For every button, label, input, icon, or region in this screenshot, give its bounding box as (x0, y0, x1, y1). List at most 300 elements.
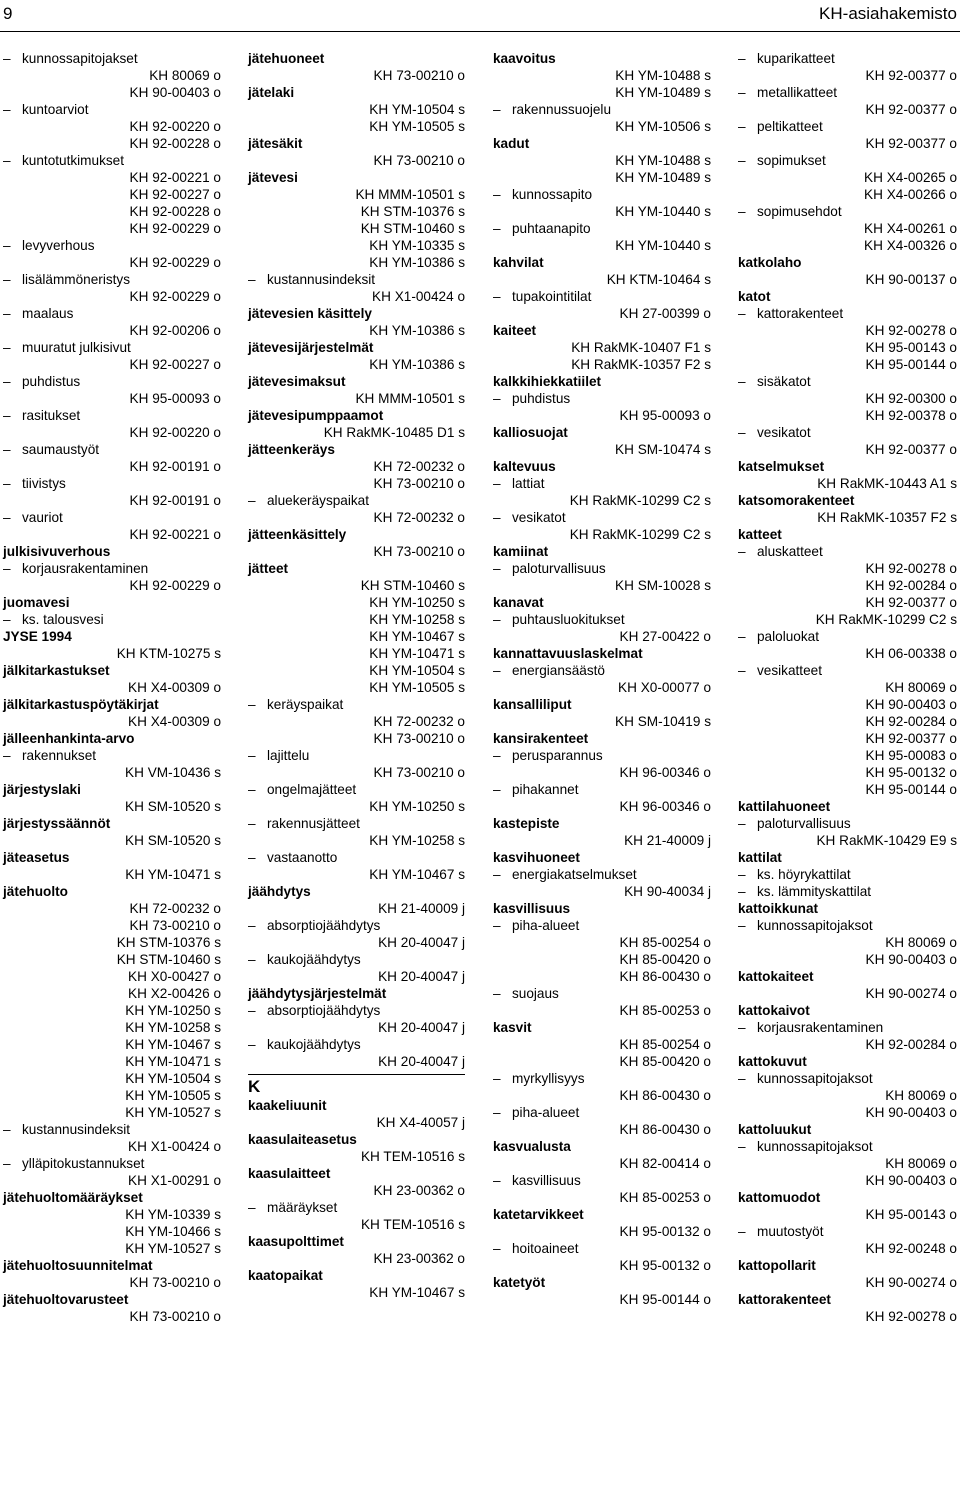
index-subterm: – kunnossapitojaksot (738, 1070, 957, 1087)
index-reference: KH X2-00426 o (128, 986, 221, 1001)
index-reference: KH 92-00221 o (129, 170, 221, 185)
index-subterm: – kustannusindeksit (248, 271, 465, 288)
index-term: kaltevuus (493, 459, 556, 474)
index-reference: KH YM-10505 s (369, 680, 465, 695)
index-reference: KH YM-10488 s (615, 153, 711, 168)
index-term: jätehuolto (3, 884, 68, 899)
index-term: julkisivuverhous (3, 544, 111, 559)
page-title: KH-asiahakemisto (819, 4, 957, 23)
index-term: juomavesi (3, 595, 70, 610)
index-column-4 (738, 50, 957, 1325)
index-reference: KH 95-00144 o (619, 1292, 711, 1307)
index-subterm: – suojaus (493, 985, 711, 1002)
index-reference: KH 92-00278 o (865, 561, 957, 576)
index-subterm: – kuparikatteet (738, 50, 957, 67)
index-subterm: – ks. höyrykattilat (738, 866, 957, 883)
index-reference: KH 85-00254 o (619, 1037, 711, 1052)
index-term: kattoikkunat (738, 901, 819, 916)
index-reference: KH YM-10467 s (369, 867, 465, 882)
index-term: katteet (738, 527, 782, 542)
index-subterm: – aluekeräyspaikat (248, 492, 465, 509)
index-reference: KH MMM-10501 s (355, 187, 465, 202)
index-term: kadut (493, 136, 530, 151)
index-subterm: – korjausrakentaminen (3, 560, 221, 577)
index-subterm: – puhdistus (493, 390, 711, 407)
index-term: kattoluukut (738, 1122, 812, 1137)
index-reference: KH 80069 o (885, 935, 957, 950)
index-reference: KH 90-00403 o (865, 952, 957, 967)
index-reference: KH YM-10504 s (125, 1071, 221, 1086)
index-reference: KH X4-00261 o (864, 221, 957, 236)
index-reference: KH YM-10488 s (615, 68, 711, 83)
index-reference: KH 92-00300 o (865, 391, 957, 406)
index-reference: KH 73-00210 o (373, 731, 465, 746)
index-subterm: – kunnossapitojakset (3, 50, 221, 67)
index-reference: KH 85-00253 o (619, 1003, 711, 1018)
index-reference: KH X0-00077 o (618, 680, 711, 695)
index-term: kaasulaitteet (248, 1166, 331, 1181)
index-term: kattokaiteet (738, 969, 814, 984)
index-reference: KH 95-00083 o (865, 748, 957, 763)
index-reference: KH 92-00229 o (129, 289, 221, 304)
index-subterm: – paloturvallisuus (738, 815, 957, 832)
index-reference: KH MMM-10501 s (355, 391, 465, 406)
index-subterm: – määräykset (248, 1199, 465, 1216)
index-reference: KH 92-00220 o (129, 425, 221, 440)
index-term: jäähdytys (248, 884, 311, 899)
index-subterm: – kasvillisuus (493, 1172, 711, 1189)
index-column-1 (3, 50, 221, 1325)
index-reference: KH 21-40009 j (378, 901, 465, 916)
index-subterm: – vastaanotto (248, 849, 465, 866)
index-term: katkolaho (738, 255, 802, 270)
index-subterm: – puhtausluokitukset (493, 611, 711, 628)
index-reference: KH X4-00326 o (864, 238, 957, 253)
index-subterm: – levyverhous (3, 237, 221, 254)
index-reference: KH 92-00229 o (129, 578, 221, 593)
index-term: katsomorakenteet (738, 493, 855, 508)
index-reference: KH 86-00430 o (619, 1122, 711, 1137)
index-reference: KH SM-10520 s (125, 799, 221, 814)
index-reference: KH YM-10258 s (369, 833, 465, 848)
index-reference: KH 73-00210 o (373, 153, 465, 168)
index-reference: KH 23-00362 o (373, 1251, 465, 1266)
index-reference: KH YM-10504 s (369, 102, 465, 117)
index-reference: KH YM-10386 s (369, 323, 465, 338)
index-reference: KH YM-10467 s (125, 1037, 221, 1052)
index-reference: KH X4-00265 o (864, 170, 957, 185)
index-term: kamiinat (493, 544, 549, 559)
index-term: kattilat (738, 850, 782, 865)
index-reference: KH TEM-10516 s (360, 1217, 465, 1232)
index-reference: KH YM-10250 s (369, 595, 465, 610)
index-reference: KH 92-00278 o (865, 323, 957, 338)
index-subterm: – lajittelu (248, 747, 465, 764)
index-reference: KH 95-00143 o (865, 340, 957, 355)
index-reference: KH YM-10258 s (125, 1020, 221, 1035)
index-term: katetarvikkeet (493, 1207, 584, 1222)
index-subterm: – rakennusjätteet (248, 815, 465, 832)
index-reference: KH KTM-10464 s (606, 272, 711, 287)
index-reference: KH 73-00210 o (129, 1309, 221, 1324)
index-subterm: – rakennukset (3, 747, 221, 764)
index-reference: KH 95-00144 o (865, 357, 957, 372)
index-subterm: – piha-alueet (493, 917, 711, 934)
index-term: jätevesipumppaamot (248, 408, 384, 423)
index-subterm: – metallikatteet (738, 84, 957, 101)
index-reference: KH 95-00144 o (865, 782, 957, 797)
index-term: jätevesi (248, 170, 298, 185)
index-reference: KH RakMK-10299 C2 s (569, 493, 711, 508)
index-term: jätteet (248, 561, 289, 576)
index-reference: KH YM-10467 s (369, 1285, 465, 1300)
index-reference: KH 92-00227 o (129, 357, 221, 372)
index-reference: KH YM-10258 s (369, 612, 465, 627)
index-reference: KH 20-40047 j (378, 1020, 465, 1035)
index-term: jäähdytysjärjestelmät (248, 986, 387, 1001)
index-term: kaasupolttimet (248, 1234, 344, 1249)
index-subterm: – tupakointitilat (493, 288, 711, 305)
index-reference: KH 92-00227 o (129, 187, 221, 202)
index-term: kasvit (493, 1020, 532, 1035)
index-column-3 (493, 50, 711, 1308)
index-reference: KH YM-10386 s (369, 357, 465, 372)
index-subterm: – paloturvallisuus (493, 560, 711, 577)
index-reference: KH 85-00253 o (619, 1190, 711, 1205)
index-subterm: – lattiat (493, 475, 711, 492)
index-reference: KH RakMK-10429 E9 s (816, 833, 957, 848)
index-reference: KH X1-00424 o (372, 289, 465, 304)
index-reference: KH 06-00338 o (865, 646, 957, 661)
index-reference: KH 86-00430 o (619, 1088, 711, 1103)
index-reference: KH 92-00221 o (129, 527, 221, 542)
index-subterm: – lisälämmöneristys (3, 271, 221, 288)
index-reference: KH 80069 o (885, 680, 957, 695)
index-reference: KH 92-00278 o (865, 1309, 957, 1324)
index-reference: KH SM-10474 s (615, 442, 711, 457)
index-term: jätevesijärjestelmät (248, 340, 374, 355)
index-reference: KH RakMK-10299 C2 s (569, 527, 711, 542)
index-reference: KH 95-00093 o (129, 391, 221, 406)
index-reference: KH X1-00291 o (128, 1173, 221, 1188)
index-term: katetyöt (493, 1275, 546, 1290)
index-reference: KH 95-00132 o (619, 1258, 711, 1273)
index-subterm: – kustannusindeksit (3, 1121, 221, 1138)
index-term: jätelaki (248, 85, 295, 100)
index-reference: KH TEM-10516 s (360, 1149, 465, 1164)
index-subterm: – sopimusehdot (738, 203, 957, 220)
index-reference: KH 80069 o (885, 1088, 957, 1103)
index-term: kansirakenteet (493, 731, 589, 746)
index-term: katselmukset (738, 459, 825, 474)
index-subterm: – paloluokat (738, 628, 957, 645)
index-reference: KH 92-00228 o (129, 136, 221, 151)
page-number: 9 (3, 4, 13, 23)
index-subterm: – energiakatselmukset (493, 866, 711, 883)
index-subterm: – vesikatteet (738, 662, 957, 679)
index-reference: KH 80069 o (885, 1156, 957, 1171)
index-term: jälleenhankinta-arvo (3, 731, 135, 746)
index-term: kaasulaiteasetus (248, 1132, 357, 1147)
index-term: kattopollarit (738, 1258, 816, 1273)
index-term: kattomuodot (738, 1190, 821, 1205)
index-subterm: – rakennussuojelu (493, 101, 711, 118)
index-reference: KH X4-00266 o (864, 187, 957, 202)
index-reference: KH RakMK-10407 F1 s (571, 340, 711, 355)
index-reference: KH 85-00420 o (619, 952, 711, 967)
index-reference: KH X4-00309 o (128, 680, 221, 695)
index-subterm: – ks. lämmityskattilat (738, 883, 957, 900)
index-term: kaatopaikat (248, 1268, 323, 1283)
index-reference: KH 90-00137 o (865, 272, 957, 287)
index-subterm: – absorptiojäähdytys (248, 1002, 465, 1019)
index-reference: KH 95-00132 o (865, 765, 957, 780)
index-reference: KH 92-00229 o (129, 255, 221, 270)
index-reference: KH STM-10460 s (360, 578, 465, 593)
index-reference: KH 92-00228 o (129, 204, 221, 219)
index-subterm: – keräyspaikat (248, 696, 465, 713)
index-subterm: – peltikatteet (738, 118, 957, 135)
index-term: kasvualusta (493, 1139, 571, 1154)
index-term: kahvilat (493, 255, 544, 270)
index-reference: KH 27-00399 o (619, 306, 711, 321)
index-reference: KH 92-00377 o (865, 102, 957, 117)
index-reference: KH 86-00430 o (619, 969, 711, 984)
index-reference: KH 92-00220 o (129, 119, 221, 134)
index-term: jätehuoltovarusteet (3, 1292, 129, 1307)
index-reference: KH 72-00232 o (373, 510, 465, 525)
index-subterm: – rasitukset (3, 407, 221, 424)
index-reference: KH YM-10504 s (369, 663, 465, 678)
index-reference: KH 92-00284 o (865, 1037, 957, 1052)
index-reference: KH 92-00377 o (865, 731, 957, 746)
index-term: jätevesimaksut (248, 374, 346, 389)
index-reference: KH STM-10376 s (360, 204, 465, 219)
index-reference: KH 85-00254 o (619, 935, 711, 950)
index-term: jäteasetus (3, 850, 70, 865)
index-term: kattorakenteet (738, 1292, 831, 1307)
index-reference: KH STM-10460 s (116, 952, 221, 967)
index-term: jätteenkeräys (248, 442, 335, 457)
index-reference: KH STM-10460 s (360, 221, 465, 236)
index-reference: KH 73-00210 o (373, 68, 465, 83)
index-subterm: – kunnossapitojaksot (738, 917, 957, 934)
index-subterm: – vesikatot (738, 424, 957, 441)
index-reference: KH 90-00403 o (129, 85, 221, 100)
index-reference: KH SM-10419 s (615, 714, 711, 729)
index-reference: KH 82-00414 o (619, 1156, 711, 1171)
index-term: jätevesien käsittely (248, 306, 372, 321)
index-subterm: – puhtaanapito (493, 220, 711, 237)
index-subterm: – absorptiojäähdytys (248, 917, 465, 934)
index-term: jälkitarkastukset (3, 663, 110, 678)
index-reference: KH 92-00191 o (129, 493, 221, 508)
index-term: järjestyslaki (3, 782, 81, 797)
index-reference: KH 92-00248 o (865, 1241, 957, 1256)
index-reference: KH YM-10440 s (615, 204, 711, 219)
index-term: kattokaivot (738, 1003, 810, 1018)
index-subterm: – pihakannet (493, 781, 711, 798)
index-reference: KH YM-10527 s (125, 1105, 221, 1120)
index-reference: KH 92-00229 o (129, 221, 221, 236)
index-term: kaavoitus (493, 51, 556, 66)
index-term: jätehuoneet (248, 51, 325, 66)
index-reference: KH YM-10489 s (615, 85, 711, 100)
index-reference: KH YM-10527 s (125, 1241, 221, 1256)
index-reference: KH 27-00422 o (619, 629, 711, 644)
index-reference: KH YM-10505 s (369, 119, 465, 134)
index-subterm: – maalaus (3, 305, 221, 322)
index-term: kannattavuuslaskelmat (493, 646, 643, 661)
index-column-2 (248, 50, 465, 1301)
index-subterm: – energiansäästö (493, 662, 711, 679)
page-header (0, 0, 960, 36)
index-term: jälkitarkastuspöytäkirjat (3, 697, 159, 712)
index-reference: KH SM-10520 s (125, 833, 221, 848)
index-reference: KH YM-10471 s (125, 867, 221, 882)
index-reference: KH RakMK-10357 F2 s (817, 510, 957, 525)
index-subterm: – ongelmajätteet (248, 781, 465, 798)
index-term: katot (738, 289, 771, 304)
index-term: järjestyssäännöt (3, 816, 111, 831)
index-reference: KH 92-00284 o (865, 578, 957, 593)
index-reference: KH 92-00191 o (129, 459, 221, 474)
index-reference: KH YM-10467 s (369, 629, 465, 644)
index-term: kastepiste (493, 816, 560, 831)
index-reference: KH STM-10376 s (116, 935, 221, 950)
index-subterm: – vesikatot (493, 509, 711, 526)
index-subterm: – korjausrakentaminen (738, 1019, 957, 1036)
index-reference: KH 92-00377 o (865, 136, 957, 151)
index-subterm: – vauriot (3, 509, 221, 526)
index-term: kattilahuoneet (738, 799, 831, 814)
index-subterm: – kunnossapito (493, 186, 711, 203)
index-subterm: – piha-alueet (493, 1104, 711, 1121)
index-subterm: – muuratut julkisivut (3, 339, 221, 356)
index-reference: KH KTM-10275 s (116, 646, 221, 661)
index-subterm: – sopimukset (738, 152, 957, 169)
index-reference: KH 90-00403 o (865, 1105, 957, 1120)
index-reference: KH YM-10471 s (125, 1054, 221, 1069)
index-reference: KH 92-00206 o (129, 323, 221, 338)
index-reference: KH 90-00403 o (865, 1173, 957, 1188)
index-subterm: – kattorakenteet (738, 305, 957, 322)
index-reference: KH YM-10339 s (125, 1207, 221, 1222)
index-reference: KH X4-40057 j (376, 1115, 465, 1130)
index-reference: KH 73-00210 o (129, 1275, 221, 1290)
index-reference: KH RakMK-10485 D1 s (323, 425, 465, 440)
index-reference: KH YM-10505 s (125, 1088, 221, 1103)
index-reference: KH YM-10466 s (125, 1224, 221, 1239)
index-reference: KH VM-10436 s (125, 765, 221, 780)
index-term: kattokuvut (738, 1054, 807, 1069)
index-reference: KH X0-00427 o (128, 969, 221, 984)
index-reference: KH 73-00210 o (373, 476, 465, 491)
index-subterm: – saumaustyöt (3, 441, 221, 458)
index-term: kalkkihiekkatiilet (493, 374, 602, 389)
index-reference: KH 20-40047 j (378, 1054, 465, 1069)
index-subterm: – myrkyllisyys (493, 1070, 711, 1087)
index-reference: KH 23-00362 o (373, 1183, 465, 1198)
index-term: kalliosuojat (493, 425, 568, 440)
index-reference: KH 90-40034 j (624, 884, 711, 899)
index-term: jätteenkäsittely (248, 527, 347, 542)
index-reference: KH 95-00132 o (619, 1224, 711, 1239)
index-term: kansalliliput (493, 697, 572, 712)
index-subterm: – sisäkatot (738, 373, 957, 390)
index-reference: KH RakMK-10443 A1 s (817, 476, 957, 491)
index-reference: KH 95-00143 o (865, 1207, 957, 1222)
index-reference: KH YM-10489 s (615, 170, 711, 185)
index-subterm: – kaukojäähdytys (248, 951, 465, 968)
index-subterm: – puhdistus (3, 373, 221, 390)
index-reference: KH 92-00377 o (865, 595, 957, 610)
index-reference: KH RakMK-10357 F2 s (571, 357, 711, 372)
index-reference: KH YM-10335 s (369, 238, 465, 253)
index-reference: KH 72-00232 o (373, 714, 465, 729)
index-reference: KH 92-00377 o (865, 442, 957, 457)
index-subterm: – kuntoarviot (3, 101, 221, 118)
index-reference: KH 72-00232 o (373, 459, 465, 474)
index-subterm: – kuntotutkimukset (3, 152, 221, 169)
index-reference: KH 95-00093 o (619, 408, 711, 423)
index-subterm: – aluskatteet (738, 543, 957, 560)
header-rule (0, 31, 960, 32)
index-reference: KH 73-00210 o (373, 765, 465, 780)
index-term: kaakeliuunit (248, 1098, 327, 1113)
index-subterm: – kaukojäähdytys (248, 1036, 465, 1053)
index-reference: KH 90-00274 o (865, 1275, 957, 1290)
index-term: jätehuoltomääräykset (3, 1190, 143, 1205)
index-reference: KH YM-10440 s (615, 238, 711, 253)
index-term: jätesäkit (248, 136, 303, 151)
index-term: kasvihuoneet (493, 850, 580, 865)
index-subterm: – ylläpitokustannukset (3, 1155, 221, 1172)
index-reference: KH SM-10028 s (615, 578, 711, 593)
index-reference: KH 80069 o (149, 68, 221, 83)
letter-heading: K (248, 1074, 465, 1097)
index-reference: KH RakMK-10299 C2 s (815, 612, 957, 627)
index-subterm: – perusparannus (493, 747, 711, 764)
index-subterm: – muutostyöt (738, 1223, 957, 1240)
index-reference: KH 85-00420 o (619, 1054, 711, 1069)
index-term: kasvillisuus (493, 901, 571, 916)
index-subterm: – tiivistys (3, 475, 221, 492)
index-reference: KH YM-10386 s (369, 255, 465, 270)
index-term: JYSE 1994 (3, 629, 72, 644)
index-reference: KH 72-00232 o (129, 901, 221, 916)
index-reference: KH X1-00424 o (128, 1139, 221, 1154)
index-subterm: – hoitoaineet (493, 1240, 711, 1257)
index-subterm: – ks. talousvesi (3, 611, 221, 628)
index-reference: KH 73-00210 o (129, 918, 221, 933)
index-reference: KH X4-00309 o (128, 714, 221, 729)
index-reference: KH YM-10250 s (369, 799, 465, 814)
index-term: jätehuoltosuunnitelmat (3, 1258, 153, 1273)
index-reference: KH YM-10506 s (615, 119, 711, 134)
index-reference: KH 20-40047 j (378, 969, 465, 984)
index-reference: KH YM-10250 s (125, 1003, 221, 1018)
index-reference: KH 96-00346 o (619, 799, 711, 814)
index-reference: KH 92-00378 o (865, 408, 957, 423)
index-reference: KH 92-00284 o (865, 714, 957, 729)
index-term: kanavat (493, 595, 544, 610)
index-reference: KH 20-40047 j (378, 935, 465, 950)
index-reference: KH 90-00403 o (865, 697, 957, 712)
index-subterm: – kunnossapitojaksot (738, 1138, 957, 1155)
index-term: kaiteet (493, 323, 537, 338)
index-reference: KH 21-40009 j (624, 833, 711, 848)
